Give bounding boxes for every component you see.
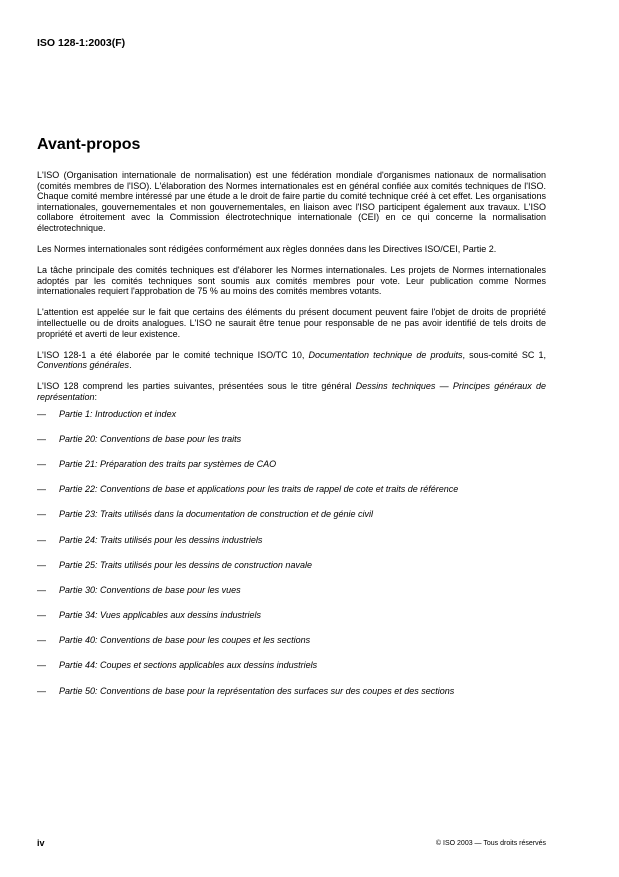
paragraph-patent-rights: L'attention est appelée sur le fait que certains des éléments du présent document peuvent faire l'objet de droits de propriété intellectuelle ou de droits analogues. L'ISO ne saurait être tenue pour responsable de ne pas avoir identifié de tels droits de propriété et averti de leur existence. (37, 307, 546, 339)
part-title: Partie 1: Introduction et index (59, 408, 177, 419)
subcommittee-name: Conventions générales (37, 360, 130, 371)
list-item (37, 610, 546, 635)
dash-marker: — (37, 559, 46, 570)
paragraph-iso-intro: L'ISO (Organisation internationale de normalisation) est une fédération mondiale d'organismes nationaux de normalisation (comités membres de l'ISO). L'élaboration des Normes internationales est en général confiée aux comités techniques de l'ISO. Chaque comité membre intéressé par une étude a le droit de faire partie du comité technique créé à cet effet. Les organisations internationales, gouvernementales et non gouvernementales, en liaison avec l'ISO participent également aux travaux. L'ISO collabore étroitement avec la Commission électrotechnique internationale (CEI) en ce qui concerne la normalisation électrotechnique. (37, 170, 546, 233)
dash-marker: — (37, 408, 46, 419)
parts-list (37, 409, 546, 711)
prepared-by-text-2: , sous-comité SC 1, (462, 349, 546, 360)
list-item (37, 635, 546, 660)
general-title: Dessins techniques — Principes généraux de représentation (37, 381, 546, 402)
list-item (37, 459, 546, 484)
part-title: Partie 20: Conventions de base pour les traits (59, 433, 242, 444)
page-number: iv (37, 838, 45, 848)
copyright-notice: © ISO 2003 — Tous droits réservés (435, 840, 546, 847)
part-title: Partie 25: Traits utilisés pour les dessins de construction navale (59, 559, 312, 570)
list-item (37, 509, 546, 534)
list-item (37, 560, 546, 585)
committee-name: Documentation technique de produits (308, 349, 463, 360)
paragraph-technical-committees: La tâche principale des comités techniques est d'élaborer les Normes internationales. Les projets de Normes internationales adoptés par les comités techniques sont soumis aux comités membres pour vote. Leur publication comme Normes internationales requiert l'approbation de 75 % au moins des comités membres votants. (37, 265, 546, 297)
part-title: Partie 50: Conventions de base pour la représentation des surfaces sur des coupes et des sections (59, 685, 455, 696)
part-title: Partie 22: Conventions de base et applications pour les traits de rappel de cote et traits de référence (59, 484, 459, 495)
part-title: Partie 24: Traits utilisés pour les dessins industriels (59, 534, 263, 545)
prepared-by-end: . (129, 360, 132, 371)
part-title: Partie 34: Vues applicables aux dessins industriels (59, 610, 261, 621)
dash-marker: — (37, 534, 46, 545)
dash-marker: — (37, 584, 46, 595)
dash-marker: — (37, 484, 46, 495)
paragraph-directives: Les Normes internationales sont rédigées conformément aux règles données dans les Directives ISO/CEI, Partie 2. (37, 244, 497, 255)
list-item (37, 434, 546, 459)
parts-intro-colon: : (94, 392, 98, 402)
list-item (37, 686, 546, 711)
dash-marker: — (37, 458, 46, 469)
document-id: ISO 128-1:2003(F) (37, 37, 126, 49)
list-item (37, 484, 546, 509)
dash-marker: — (37, 635, 46, 646)
part-title: Partie 23: Traits utilisés dans la documentation de construction et de génie civil (59, 509, 374, 520)
parts-intro-text: L'ISO 128 comprend les parties suivantes, présentées sous le titre général (37, 381, 356, 392)
page-title: Avant-propos (37, 136, 141, 153)
dash-marker: — (37, 660, 46, 671)
prepared-by-text: L'ISO 128-1 a été élaborée par le comité technique ISO/TC 10, (37, 349, 309, 360)
part-title: Partie 40: Conventions de base pour les coupes et les sections (59, 635, 311, 646)
paragraph-parts-intro (37, 381, 546, 402)
part-title: Partie 21: Préparation des traits par systèmes de CAO (59, 458, 277, 469)
list-item (37, 585, 546, 610)
list-item (37, 535, 546, 560)
paragraph-prepared-by (37, 350, 546, 371)
part-title: Partie 44: Coupes et sections applicables aux dessins industriels (59, 660, 318, 671)
part-title: Partie 30: Conventions de base pour les vues (59, 584, 241, 595)
dash-marker: — (37, 610, 46, 621)
list-item (37, 660, 546, 685)
dash-marker: — (37, 509, 46, 520)
dash-marker: — (37, 433, 46, 444)
dash-marker: — (37, 685, 46, 696)
foreword-body (37, 170, 546, 711)
list-item (37, 409, 546, 434)
